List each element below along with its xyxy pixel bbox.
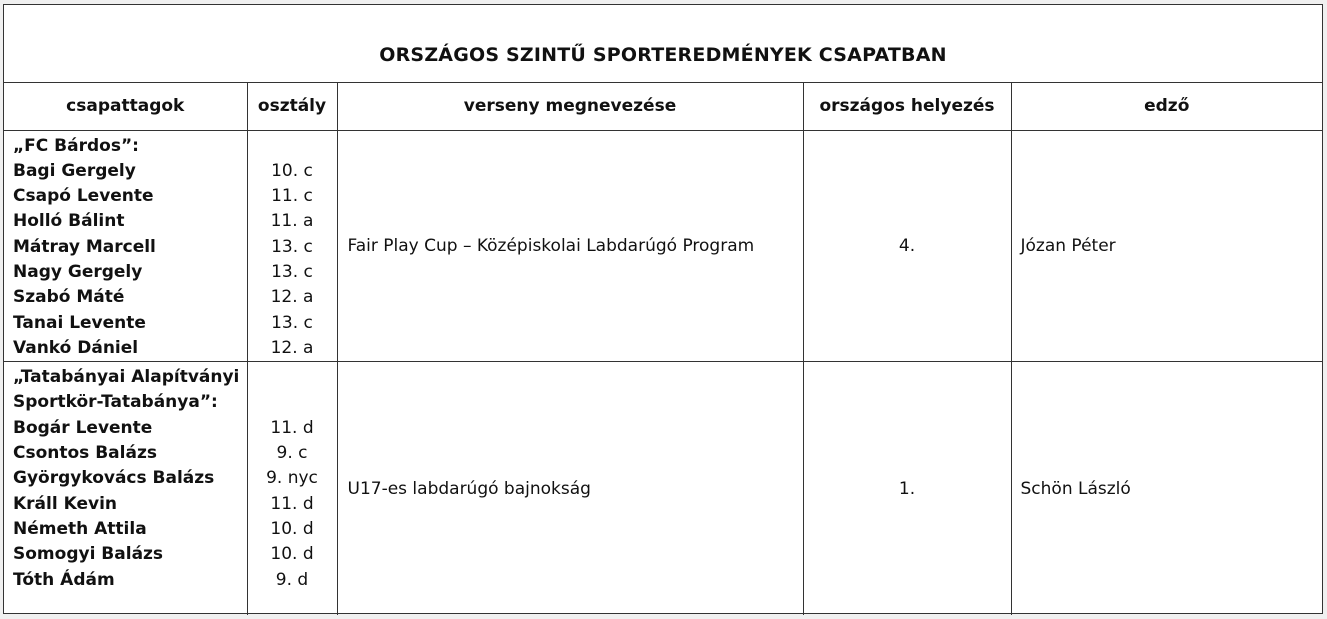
table-title: ORSZÁGOS SZINTŰ SPORTEREDMÉNYEK CSAPATBAN — [4, 5, 1322, 82]
header-class: osztály — [247, 82, 337, 130]
member-class: 13. c — [271, 236, 313, 257]
header-coach: edző — [1011, 82, 1322, 130]
member-name: Csapó Levente — [13, 186, 154, 207]
member-class: 11. c — [271, 186, 313, 207]
team-members-cell — [4, 362, 247, 616]
member-name: Mátray Marcell — [13, 236, 156, 257]
results-table — [4, 5, 1322, 615]
member-name: Somogyi Balázs — [13, 544, 164, 565]
table-row — [4, 130, 1322, 362]
header-placement: országos helyezés — [803, 82, 1011, 130]
header-row — [4, 82, 1322, 130]
member-name: Györgykovács Balázs — [13, 468, 215, 489]
team-members-cell — [4, 130, 247, 362]
member-class: 11. a — [270, 211, 314, 232]
member-class: 9. nyc — [266, 468, 318, 489]
header-members: csapattagok — [4, 82, 247, 130]
member-class: 10. d — [270, 518, 314, 539]
coach-name: Józan Péter — [1011, 130, 1322, 362]
member-class: 12. a — [270, 287, 314, 308]
member-class: 10. d — [270, 544, 314, 565]
competition-name: U17-es labdarúgó bajnokság — [337, 362, 803, 616]
member-name: Németh Attila — [13, 518, 147, 539]
member-name: Bogár Levente — [13, 417, 153, 438]
table-row — [4, 362, 1322, 616]
team-classes-cell — [247, 362, 337, 616]
coach-name: Schön László — [1011, 362, 1322, 616]
member-name: Tanai Levente — [13, 312, 146, 333]
team-name: Sportkör-Tatabánya”: — [13, 392, 218, 413]
member-name: Vankó Dániel — [13, 337, 139, 358]
member-name: Králl Kevin — [13, 493, 118, 514]
member-name: Szabó Máté — [13, 287, 125, 308]
member-class: 13. c — [271, 261, 313, 282]
member-name: Tóth Ádám — [13, 569, 115, 590]
member-class: 11. d — [270, 493, 314, 514]
results-document — [3, 4, 1323, 614]
team-name: „FC Bárdos”: — [13, 135, 139, 156]
team-name: „Tatabányai Alapítványi — [13, 367, 240, 388]
member-class: 9. c — [276, 443, 308, 464]
member-class: 11. d — [270, 417, 314, 438]
member-name: Nagy Gergely — [13, 261, 143, 282]
member-class: 9. d — [275, 569, 309, 590]
competition-name: Fair Play Cup – Középiskolai Labdarúgó Program — [337, 130, 803, 362]
placement-value: 1. — [803, 362, 1011, 616]
member-class: 10. c — [271, 160, 313, 181]
placement-value: 4. — [803, 130, 1011, 362]
member-name: Csontos Balázs — [13, 443, 157, 464]
member-name: Holló Bálint — [13, 211, 125, 232]
member-class: 12. a — [270, 337, 314, 358]
header-competition: verseny megnevezése — [337, 82, 803, 130]
member-name: Bagi Gergely — [13, 160, 136, 181]
team-classes-cell — [247, 130, 337, 362]
member-class: 13. c — [271, 312, 313, 333]
